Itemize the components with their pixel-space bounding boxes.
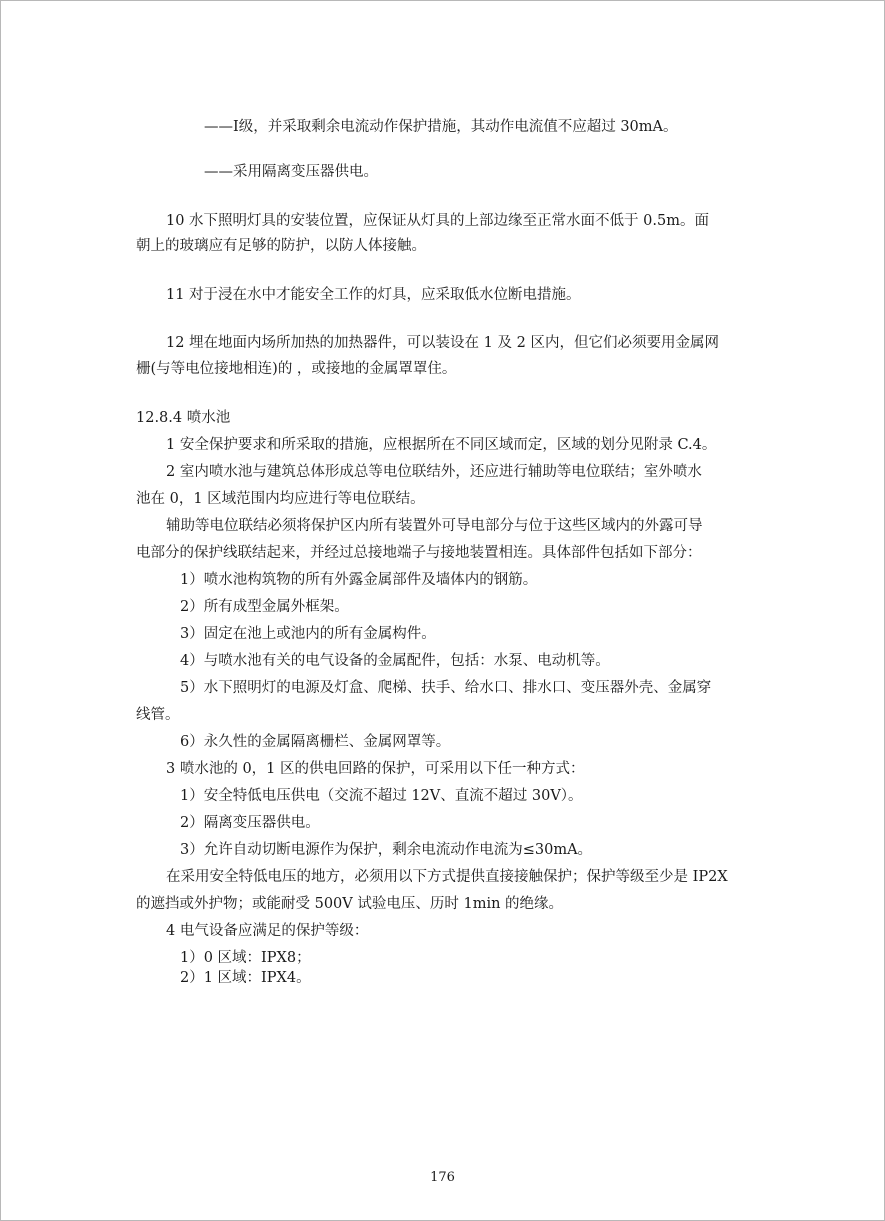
text-line: 3 喷水池的 0，1 区的供电回路的保护，可采用以下任一种方式： (166, 761, 585, 777)
text-line: 2 室内喷水池与建筑总体形成总等电位联结外，还应进行辅助等电位联结；室外喷水 (166, 464, 702, 480)
text-line: 电部分的保护线联结起来，并经过总接地端子与接地装置相连。具体部件包括如下部分： (136, 545, 702, 561)
list-item: 1）0 区域：IPX8； (180, 950, 311, 966)
list-item: 2）1 区域：IPX4。 (180, 970, 311, 986)
list-item: 3）允许自动切断电源作为保护，剩余电流动作电流为≤30mA。 (180, 842, 593, 858)
text-line: 线管。 (136, 707, 180, 723)
list-item: 1）喷水池构筑物的所有外露金属部件及墙体内的钢筋。 (180, 572, 538, 588)
list-item: 2）所有成型金属外框架。 (180, 599, 349, 615)
list-item: 4）与喷水池有关的电气设备的金属配件，包括：水泵、电动机等。 (180, 653, 610, 669)
text-line: 辅助等电位联结必须将保护区内所有装置外可导电部分与位于这些区域内的外露可导 (166, 518, 703, 534)
text-line: 池在 0，1 区域范围内均应进行等电位联结。 (136, 491, 425, 507)
text-line: ——采用隔离变压器供电。 (204, 164, 378, 180)
list-item: 3）固定在池上或池内的所有金属构件。 (180, 626, 436, 642)
list-item: 1）安全特低电压供电（交流不超过 12V、直流不超过 30V）。 (180, 788, 583, 804)
text-line: 1 安全保护要求和所采取的措施，应根据所在不同区域而定，区域的划分见附录 C.4。 (166, 437, 717, 453)
text-line: 11 对于浸在水中才能安全工作的灯具，应采取低水位断电措施。 (166, 287, 581, 303)
text-line: 10 水下照明灯具的安装位置，应保证从灯具的上部边缘至正常水面不低于 0.5m。面 (166, 213, 709, 229)
text-line: 朝上的玻璃应有足够的防护，以防人体接触。 (136, 238, 426, 254)
text-line: 12 埋在地面内场所加热的加热器件，可以装设在 1 及 2 区内，但它们必须要用金属网 (166, 335, 719, 351)
text-line: 4 电气设备应满足的保护等级： (166, 923, 369, 939)
page-number: 176 (430, 1170, 455, 1185)
section-heading: 12.8.4 喷水池 (136, 410, 231, 426)
list-item: 6）永久性的金属隔离栅栏、金属网罩等。 (180, 734, 451, 750)
text-line: 在采用安全特低电压的地方，必须用以下方式提供直接接触保护；保护等级至少是 IP2X (166, 869, 728, 885)
list-item: 5）水下照明灯的电源及灯盒、爬梯、扶手、给水口、排水口、变压器外壳、金属穿 (180, 680, 712, 696)
text-line: 栅(与等电位接地相连)的 ，或接地的金属罩罩住。 (136, 361, 457, 377)
text-line: 的遮挡或外护物；或能耐受 500V 试验电压、历时 1min 的绝缘。 (136, 896, 564, 912)
list-item: 2）隔离变压器供电。 (180, 815, 320, 831)
text-line: ——Ⅰ级，并采取剩余电流动作保护措施，其动作电流值不应超过 30mA。 (204, 119, 678, 135)
